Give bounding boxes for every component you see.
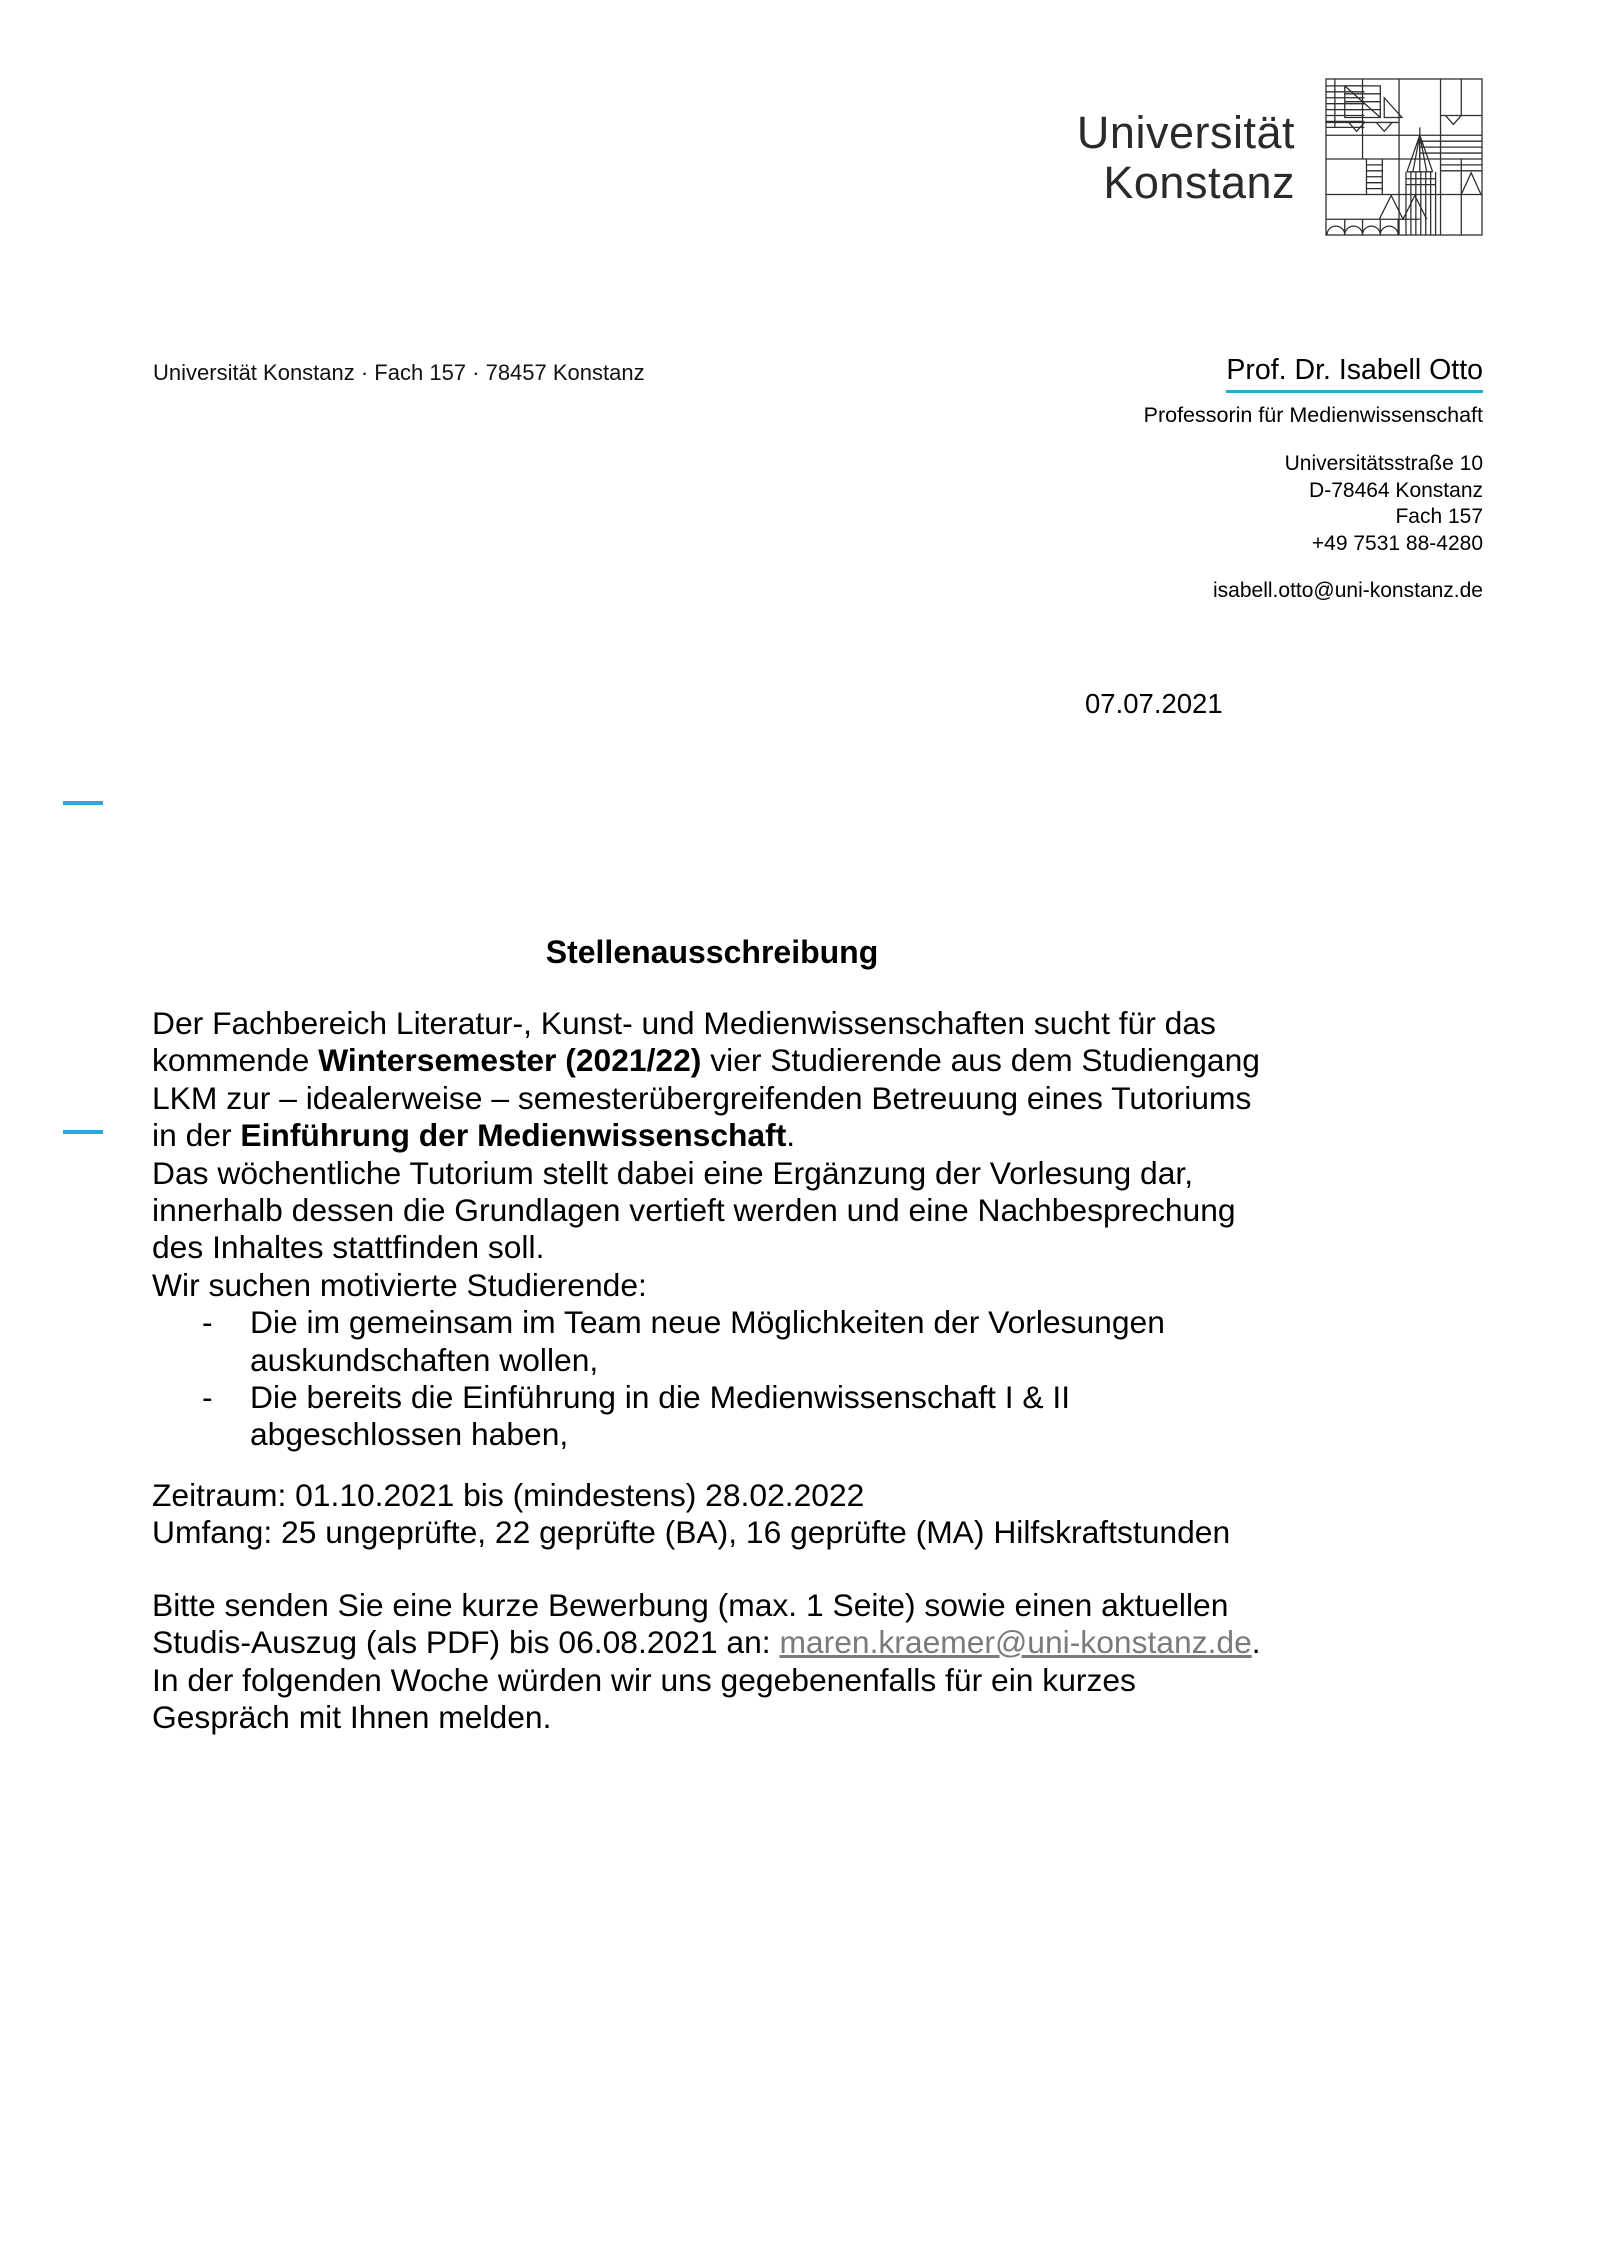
university-konstanz-logo-icon xyxy=(1325,78,1483,236)
intro-text-1: Der Fachbereich Literatur-, Kunst- und Medienwissenschaften sucht für das kommende xyxy=(152,1005,1216,1079)
wordmark-line1: Universität xyxy=(1076,107,1295,158)
intro-text-2: vier Studierende aus dem Studiengang LKM zur – idealerweise – semesterübergreifenden Betreuung eines Tutoriums in der xyxy=(152,1042,1260,1154)
fold-mark-middle xyxy=(63,1130,103,1134)
list-item-text: Die bereits die Einführung in die Medienwissenschaft I & II abgeschlossen haben, xyxy=(250,1379,1071,1453)
dash-bullet: - xyxy=(202,1379,213,1416)
closing-text-1: Bitte senden Sie eine kurze Bewerbung (max. 1 Seite) sowie einen aktuellen Studis-Auszug (als PDF) bis 06.08.2021 an: xyxy=(152,1586,1229,1661)
letter-date: 07.07.2021 xyxy=(1085,688,1223,719)
list-item-text: Die im gemeinsam im Team neue Möglichkeiten der Vorlesungen auskundschaften wollen, xyxy=(250,1304,1165,1378)
address-line-phone: +49 7531 88-4280 xyxy=(1311,531,1483,555)
contact-address xyxy=(1144,451,1483,557)
address-line-city: D-78464 Konstanz xyxy=(1309,478,1483,502)
letterhead xyxy=(1077,78,1483,236)
fold-mark-top xyxy=(63,801,103,805)
dash-bullet: - xyxy=(202,1304,213,1341)
list-item xyxy=(202,1304,1272,1379)
closing-paragraph xyxy=(152,1587,1272,1737)
contact-block xyxy=(1144,353,1483,603)
letter-body xyxy=(152,929,1272,1736)
intro-text-3: . xyxy=(786,1117,796,1154)
letter-title: Stellenausschreibung xyxy=(545,934,879,970)
intro-paragraph xyxy=(152,1005,1272,1155)
umfang-line: Umfang: 25 ungeprüfte, 22 geprüfte (BA), 16 geprüfte (MA) Hilfskraftstunden xyxy=(152,1514,1231,1551)
studierende-intro: Wir suchen motivierte Studierende: xyxy=(152,1266,647,1303)
list-item xyxy=(202,1379,1272,1454)
zeitraum-line: Zeitraum: 01.10.2021 bis (mindestens) 28.02.2022 xyxy=(152,1476,865,1513)
contact-role: Professorin für Medienwissenschaft xyxy=(1143,403,1483,427)
sender-line: Universität Konstanz · Fach 157 · 78457 Konstanz xyxy=(153,360,645,385)
address-line-fach: Fach 157 xyxy=(1395,505,1483,528)
contact-name: Prof. Dr. Isabell Otto xyxy=(1226,353,1483,393)
closing-text-2: . In der folgenden Woche würden wir uns gegebenenfalls für ein kurzes Gespräch mit Ihnen melden. xyxy=(152,1624,1261,1735)
contact-email: isabell.otto@uni-konstanz.de xyxy=(1213,579,1483,602)
application-email-link[interactable]: maren.kraemer@uni-konstanz.de xyxy=(779,1624,1252,1661)
address-line-street: Universitätsstraße 10 xyxy=(1284,452,1483,475)
wordmark-line2: Konstanz xyxy=(1103,157,1295,208)
einfuehrung-bold: Einführung der Medienwissenschaft xyxy=(240,1117,787,1154)
wintersemester-bold: Wintersemester (2021/22) xyxy=(318,1042,702,1079)
requirements-list xyxy=(152,1304,1272,1454)
tutorium-paragraph: Das wöchentliche Tutorium stellt dabei eine Ergänzung der Vorlesung dar, innerhalb dessen die Grundlagen vertieft werden und eine Nachbesprechung des Inhaltes stattfinden soll. xyxy=(152,1154,1236,1266)
university-wordmark xyxy=(1077,108,1295,208)
